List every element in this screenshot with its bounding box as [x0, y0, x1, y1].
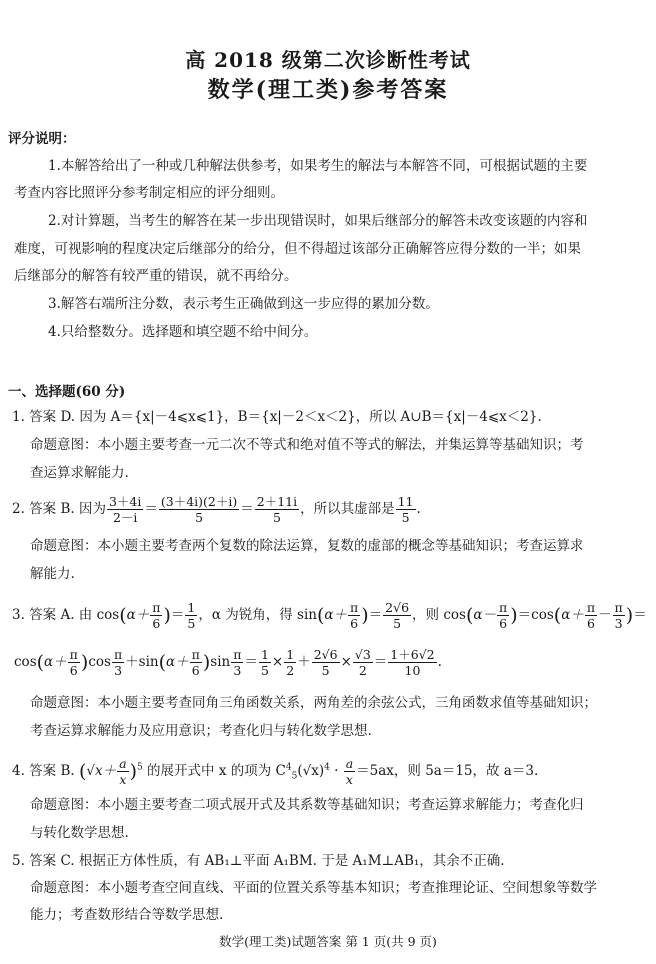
rubric-item-3: 3.解答右端所注分数，表示考生正确做到这一步应得的累加分数。 [48, 296, 439, 312]
q4-intent-a: 命题意图：本小题主要考查二项式展开式及其系数等基础知识；考查运算求解能力；考查化归 [30, 797, 584, 813]
q3-intent-a: 命题意图：本小题主要考查同角三角函数关系，两角差的余弦公式，三角函数求值等基础知识； [30, 695, 597, 711]
answer-title: 数学(理工类)参考答案 [207, 77, 449, 103]
fraction: $\frac{(3+4i)(2+i)}{5}$ [160, 494, 238, 525]
q1-answer: 1. 答案 D. 因为 A＝{x|－4⩽x⩽1}，B＝{x|－2＜x＜2}，所以 A∪B＝{x|－4⩽x＜2}. [12, 409, 542, 425]
rubric-item-1b: 考查内容比照评分参考制定相应的评分细则。 [14, 185, 284, 201]
q4-answer: 4. 答案 B. (√x＋ $\frac{a}{x}$ )$^5$ 的展开式中 x 的项为 $C^4_5(√x)^4$ · $\frac{a}{x}$ ＝5ax，则 5a＝15，故 a＝3. [12, 756, 539, 787]
q5-intent-a: 命题意图：本小题考查空间直线、平面的位置关系等基本知识；考查推理论证、空间想象等数学 [30, 880, 597, 896]
q2-intent-a: 命题意图：本小题主要考查两个复数的除法运算，复数的虚部的概念等基础知识；考查运算求 [30, 538, 584, 554]
q3-answer-line1: 3. 答案 A. 由 cos(α＋ $\frac{\pi}{6}$ )＝ $\frac{1}{5}$ ，α 为锐角，得 sin(α＋ $\frac{\pi}{6}$ )＝ $\frac{2√6}{5}$ ，则 cos(α－ $\frac{\pi}{6}$ )＝cos(α＋ $\frac{\pi}{6}$ － $\frac{\pi}{3}$ )＝ [12, 600, 647, 631]
rubric-item-4: 4.只给整数分。选择题和填空题不给中间分。 [48, 324, 318, 340]
q5-intent-b: 能力；考查数形结合等数学思想. [30, 907, 224, 923]
rubric-heading: 评分说明： [8, 131, 76, 147]
q3-intent-b: 考查运算求解能力及应用意识；考查化归与转化数学思想. [30, 723, 372, 739]
rubric-item-2a: 2.对计算题，当考生的解答在某一步出现错误时，如果后继部分的解答未改变该题的内容和 [48, 213, 588, 229]
q1-intent-a: 命题意图：本小题主要考查一元二次不等式和绝对值不等式的解法，并集运算等基础知识；考 [30, 437, 584, 453]
q5-answer: 5. 答案 C. 根据正方体性质，有 AB₁⊥平面 A₁BM. 于是 A₁M⊥AB₁，其余不正确. [12, 853, 505, 869]
rubric-item-1a: 1.本解答给出了一种或几种解法供参考，如果考生的解法与本解答不同，可根据试题的主要 [48, 158, 588, 174]
fraction: $\frac{3+4i}{2-i}$ [108, 494, 142, 525]
q4-intent-b: 与转化数学思想. [30, 825, 129, 841]
fraction: $\frac{11}{5}$ [397, 494, 414, 525]
q3-answer-line2: cos(α＋ $\frac{\pi}{6}$ )cos $\frac{\pi}{3}$ ＋sin(α＋ $\frac{\pi}{6}$ )sin $\frac{\pi}{3}$ ＝ $\frac{1}{5}$ × $\frac{1}{2}$ ＋ $\frac{2√6}{5}$ × $\frac{√3}{2}$ ＝ $\frac{1+6√2}{10}$ . [14, 647, 442, 678]
q2-answer: 2. 答案 B. 因为 $\frac{3+4i}{2-i}$ ＝ $\frac{(3+4i)(2+i)}{5}$ ＝ $\frac{2+11i}{5}$ ，所以其虚部是 $\frac{11}{5}$ . [12, 494, 421, 525]
rubric-item-2b: 难度，可视影响的程度决定后继部分的给分，但不得超过该部分正确解答应得分数的一半；如果 [14, 241, 581, 257]
rubric-item-2c: 后继部分的解答有较严重的错误，就不再给分。 [14, 268, 298, 284]
page-footer: 数学(理工类)试题答案 第 1 页(共 9 页) [219, 934, 437, 949]
q2-intent-b: 解能力. [30, 566, 75, 582]
section-choice-heading: 一、选择题(60 分) [8, 384, 126, 400]
exam-title: 高 2018 级第二次诊断性考试 [185, 48, 471, 72]
q1-intent-b: 查运算求解能力. [30, 465, 129, 481]
fraction: $\frac{2+11i}{5}$ [256, 494, 298, 525]
